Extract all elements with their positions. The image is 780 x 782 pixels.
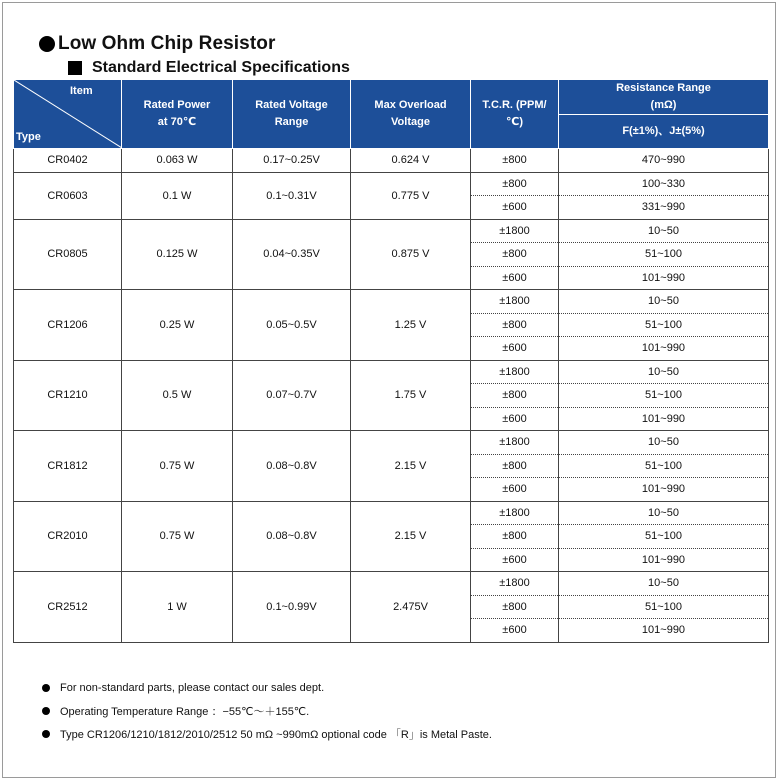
cell-rated-power: 0.063 W [122,149,233,173]
header-resistance-line2: (mΩ) [650,99,677,111]
cell-tcr: ±800 [471,172,559,196]
cell-resistance-range: 51~100 [559,313,769,337]
table-row [14,360,769,384]
cell-resistance-range: 101~990 [559,619,769,643]
cell-tcr: ±600 [471,196,559,220]
cell-rated-voltage: 0.05~0.5V [233,290,351,361]
note-item [42,722,492,745]
cell-rated-voltage: 0.08~0.8V [233,501,351,572]
bullet-circle-icon [39,36,55,52]
bullet-square-icon [68,61,82,75]
cell-resistance-range: 101~990 [559,266,769,290]
cell-max-overload: 0.624 V [351,149,471,173]
note-item [42,699,492,722]
cell-tcr: ±1800 [471,219,559,243]
cell-resistance-range: 10~50 [559,431,769,455]
cell-tcr: ±800 [471,313,559,337]
table-row [14,431,769,455]
header-tcr [471,80,559,149]
cell-type: CR0603 [14,172,122,219]
cell-rated-voltage: 0.1~0.99V [233,572,351,643]
section-subtitle [68,59,350,77]
cell-tcr: ±1800 [471,360,559,384]
header-item-type [14,80,122,149]
bullet-dot-icon [42,730,50,738]
cell-tcr: ±800 [471,149,559,173]
cell-tcr: ±800 [471,384,559,408]
spec-table [13,79,769,643]
cell-resistance-range: 10~50 [559,572,769,596]
cell-tcr: ±1800 [471,290,559,314]
table-row [14,290,769,314]
cell-rated-voltage: 0.08~0.8V [233,431,351,502]
cell-max-overload: 1.25 V [351,290,471,361]
header-rated-voltage-line2: Range [274,116,309,128]
cell-resistance-range: 51~100 [559,525,769,549]
cell-tcr: ±800 [471,454,559,478]
header-resistance-range [559,80,769,115]
header-max-overload-line2: Voltage [391,116,430,128]
cell-resistance-range: 10~50 [559,290,769,314]
cell-rated-voltage: 0.17~0.25V [233,149,351,173]
cell-resistance-range: 10~50 [559,501,769,525]
bullet-dot-icon [42,684,50,692]
cell-type: CR0402 [14,149,122,173]
cell-tcr: ±1800 [471,572,559,596]
cell-rated-voltage: 0.04~0.35V [233,219,351,290]
cell-resistance-range: 101~990 [559,407,769,431]
cell-tcr: ±600 [471,337,559,361]
cell-type: CR1210 [14,360,122,431]
cell-max-overload: 0.875 V [351,219,471,290]
cell-tcr: ±600 [471,407,559,431]
cell-type: CR1206 [14,290,122,361]
cell-type: CR0805 [14,219,122,290]
page-title [39,33,275,55]
header-rated-power [122,80,233,149]
table-row [14,219,769,243]
header-item-label: Item [70,85,93,97]
cell-resistance-range: 51~100 [559,384,769,408]
header-rated-voltage-line1: Rated Voltage [255,99,328,111]
cell-tcr: ±800 [471,243,559,267]
table-row [14,501,769,525]
bullet-dot-icon [42,707,50,715]
header-tcr-line1: T.C.R. (PPM/ [482,99,547,111]
cell-tcr: ±1800 [471,501,559,525]
cell-tcr: ±600 [471,619,559,643]
note-text: For non-standard parts, please contact our sales dept. [60,681,325,694]
header-resistance-tolerance: F(±1%)、J±(5%) [559,115,769,149]
cell-max-overload: 2.15 V [351,501,471,572]
cell-rated-power: 0.25 W [122,290,233,361]
cell-resistance-range: 51~100 [559,595,769,619]
cell-rated-power: 1 W [122,572,233,643]
header-resistance-line1: Resistance Range [616,82,711,94]
header-rated-power-line2: at 70℃ [157,116,197,128]
note-text: Type CR1206/1210/1812/2010/2512 50 mΩ ~990mΩ optional code 「R」is Metal Paste. [60,728,492,741]
cell-rated-voltage: 0.07~0.7V [233,360,351,431]
cell-resistance-range: 51~100 [559,243,769,267]
cell-max-overload: 2.475V [351,572,471,643]
cell-type: CR1812 [14,431,122,502]
header-max-overload-line1: Max Overload [374,99,447,111]
cell-type: CR2010 [14,501,122,572]
cell-max-overload: 1.75 V [351,360,471,431]
header-rated-power-line1: Rated Power [143,99,211,111]
cell-tcr: ±1800 [471,431,559,455]
cell-rated-power: 0.1 W [122,172,233,219]
cell-resistance-range: 101~990 [559,548,769,572]
table-row [14,172,769,196]
note-item [42,676,492,699]
cell-max-overload: 0.775 V [351,172,471,219]
cell-type: CR2512 [14,572,122,643]
header-tcr-line2: ℃) [506,116,523,128]
cell-max-overload: 2.15 V [351,431,471,502]
cell-resistance-range: 101~990 [559,337,769,361]
cell-rated-power: 0.75 W [122,431,233,502]
cell-rated-voltage: 0.1~0.31V [233,172,351,219]
cell-resistance-range: 101~990 [559,478,769,502]
subtitle-text: Standard Electrical Specifications [92,59,350,76]
header-max-overload [351,80,471,149]
note-text: Operating Temperature Range ：−55℃～＋155℃. [60,705,310,718]
header-type-label: Type [16,131,41,143]
cell-resistance-range: 470~990 [559,149,769,173]
table-row [14,149,769,173]
cell-tcr: ±600 [471,548,559,572]
cell-resistance-range: 51~100 [559,454,769,478]
cell-resistance-range: 331~990 [559,196,769,220]
cell-resistance-range: 10~50 [559,219,769,243]
header-rated-voltage [233,80,351,149]
spec-table-body [14,149,769,643]
table-row [14,572,769,596]
cell-resistance-range: 10~50 [559,360,769,384]
cell-tcr: ±800 [471,595,559,619]
cell-rated-power: 0.75 W [122,501,233,572]
title-text: Low Ohm Chip Resistor [58,33,276,54]
cell-tcr: ±600 [471,266,559,290]
cell-rated-power: 0.5 W [122,360,233,431]
cell-tcr: ±800 [471,525,559,549]
cell-resistance-range: 100~330 [559,172,769,196]
cell-tcr: ±600 [471,478,559,502]
cell-rated-power: 0.125 W [122,219,233,290]
notes-list [42,676,492,745]
